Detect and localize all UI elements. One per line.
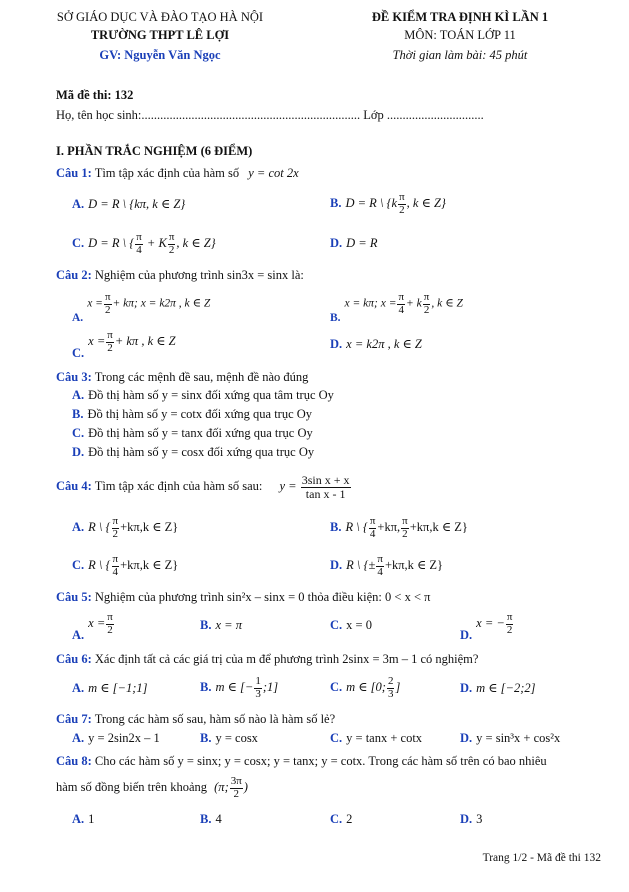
q3-option-a[interactable]: [72, 388, 334, 403]
option-text: x = π: [215, 618, 242, 632]
option-text: D = R: [346, 236, 378, 250]
q5-option-b[interactable]: [200, 618, 242, 633]
q2-option-d[interactable]: [330, 336, 422, 352]
option-text: 4: [215, 812, 222, 826]
option-text: Đồ thị hàm số y = tanx đối xứng qua trục Oy: [88, 426, 313, 440]
q7-option-d[interactable]: [460, 731, 560, 746]
question-8-line-2: hàm số đồng biến trên khoảng (π; $\frac{3\pi}{2}$ ): [56, 775, 248, 800]
q5-option-c[interactable]: [330, 618, 372, 633]
option-text: D = R \ {: [88, 235, 135, 250]
option-text: 2: [346, 812, 353, 826]
option-text: + k: [406, 297, 422, 310]
option-letter: C.: [72, 426, 85, 440]
page-footer: Trang 1/2 - Mã đề thi 132: [482, 852, 601, 864]
q7-option-b[interactable]: [200, 731, 258, 746]
q8-option-d[interactable]: [460, 812, 482, 827]
option-letter: A.: [72, 812, 85, 826]
option-text: , k ∈ Z}: [406, 195, 446, 210]
option-text: y = 2sin2x – 1: [88, 731, 160, 745]
option-text: m ∈ [0;: [346, 679, 386, 694]
formula-numerator: 3sin x + x: [301, 473, 350, 487]
question-6: [56, 652, 478, 667]
option-text: +kπ,k ∈ Z}: [384, 557, 444, 572]
formula-denominator: tan x - 1: [305, 486, 346, 501]
question-text: hàm số đồng biến trên khoảng: [56, 779, 208, 794]
option-text: ]: [395, 679, 401, 694]
q3-option-c[interactable]: [72, 426, 313, 441]
option-text: + kπ , k ∈ Z: [114, 333, 176, 348]
teacher-name: GV: Nguyễn Văn Ngọc: [99, 48, 221, 62]
option-letter: C.: [72, 557, 85, 572]
option-text: +kπ,k ∈ Z}: [120, 557, 179, 572]
question-text: Nghiệm của phương trình sin3x = sinx là:: [94, 268, 304, 282]
option-text: Đồ thị hàm số y = cosx đối xứng qua trục Oy: [88, 445, 315, 459]
interval-formula: (π;: [214, 779, 229, 794]
q3-option-d[interactable]: [72, 445, 314, 460]
option-letter: B.: [330, 311, 341, 324]
option-text: m ∈ [−1;1]: [88, 681, 148, 695]
q1-option-c[interactable]: C. D = R \ { $\frac{\pi}{4}$ + K $\frac{\pi}{2}$ , k ∈ Z}: [72, 231, 216, 256]
q4-option-b[interactable]: B. R \ { $\frac{\pi}{4}$ +kπ, $\frac{\pi}{2}$ +kπ,k ∈ Z}: [330, 515, 468, 540]
q1-option-a[interactable]: [72, 196, 185, 212]
option-letter: C.: [72, 345, 85, 360]
q5-option-d[interactable]: D.x = − $\frac{\pi}{2}$: [460, 611, 513, 642]
option-letter: A.: [72, 731, 85, 745]
option-letter: D.: [330, 236, 343, 250]
option-text: x = kπ; x =: [344, 297, 397, 310]
q2-option-c[interactable]: C.x = $\frac{\pi}{2}$ + kπ , k ∈ Z: [72, 329, 176, 360]
option-text: y = tanx + cotx: [346, 731, 423, 745]
q6-option-a[interactable]: [72, 680, 148, 696]
option-text: x =: [88, 615, 106, 630]
option-letter: A.: [72, 627, 85, 642]
question-label: Câu 3:: [56, 370, 92, 384]
q1-option-d[interactable]: [330, 236, 378, 251]
question-formula: y = cot 2x: [248, 166, 299, 180]
option-letter: D.: [460, 812, 473, 826]
question-text: Trong các hàm số sau, hàm số nào là hàm số lẻ?: [94, 712, 336, 726]
question-8: [56, 754, 547, 769]
q4-option-a[interactable]: A. R \ { $\frac{\pi}{2}$ +kπ,k ∈ Z}: [72, 515, 179, 540]
q6-option-b[interactable]: B. m ∈ [− $\frac{1}{3}$ ;1]: [200, 675, 279, 700]
option-letter: B.: [330, 195, 342, 210]
question-label: Câu 7:: [56, 712, 92, 726]
exam-title: ĐỀ KIỂM TRA ĐỊNH KÌ LẦN 1: [371, 10, 549, 24]
option-letter: A.: [72, 311, 84, 324]
q7-option-c[interactable]: [330, 731, 422, 746]
question-label: Câu 5:: [56, 590, 92, 604]
option-text: m ∈ [−2;2]: [476, 681, 536, 695]
option-text: +kπ,k ∈ Z}: [409, 519, 468, 534]
q1-option-b[interactable]: B. D = R \ {k $\frac{\pi}{2}$ , k ∈ Z}: [330, 191, 446, 216]
option-letter: A.: [72, 388, 85, 402]
option-text: , k ∈ Z: [431, 297, 463, 310]
option-letter: A.: [72, 197, 85, 211]
option-text: , k ∈ Z}: [176, 235, 216, 250]
option-text: +kπ,: [377, 519, 401, 534]
question-1: [56, 166, 299, 181]
option-text: D = R \ {kπ, k ∈ Z}: [88, 197, 186, 211]
question-label: Câu 6:: [56, 652, 92, 666]
option-letter: D.: [460, 731, 473, 745]
question-text: Cho các hàm số y = sinx; y = cosx; y = tanx; y = cotx. Trong các hàm số trên có bao nhiêu: [94, 754, 547, 768]
question-text: Xác định tất cả các giá trị của m để phương trình 2sinx = 3m – 1 có nghiệm?: [94, 652, 479, 666]
q8-option-a[interactable]: [72, 812, 94, 827]
option-letter: A.: [72, 519, 85, 534]
option-text: x = −: [476, 615, 505, 630]
option-text: m ∈ [−: [215, 679, 254, 694]
option-text: R \ {: [88, 557, 111, 572]
question-4: [56, 474, 352, 500]
student-info-line: Họ, tên học sinh:...................................................................... Lớp ...............................: [56, 108, 484, 122]
option-text: + K: [143, 235, 167, 250]
option-text: Đồ thị hàm số y = sinx đối xứng qua tâm trục Oy: [88, 388, 334, 402]
question-formula: y =: [279, 478, 297, 493]
option-text: R \ {: [88, 519, 111, 534]
option-letter: B.: [200, 812, 212, 826]
option-text: Đồ thị hàm số y = cotx đối xứng qua trục Oy: [87, 407, 313, 421]
q4-option-d[interactable]: D. R \ {± $\frac{\pi}{4}$ +kπ,k ∈ Z}: [330, 553, 444, 578]
school-name: TRƯỜNG THPT LÊ LỢI: [90, 28, 230, 42]
question-7: [56, 712, 335, 727]
interval-formula: ): [243, 779, 248, 794]
option-letter: D.: [460, 681, 473, 695]
option-letter: C.: [330, 812, 343, 826]
option-letter: B.: [200, 679, 212, 694]
option-text: x = k2π , k ∈ Z: [346, 337, 422, 351]
option-letter: B.: [330, 519, 342, 534]
option-text: R \ {±: [346, 557, 376, 572]
exam-code: Mã đề thi: 132: [56, 88, 134, 102]
option-text: x =: [87, 297, 103, 310]
department-name: SỞ GIÁO DỤC VÀ ĐÀO TẠO HÀ NỘI: [56, 10, 264, 24]
q6-option-c[interactable]: C. m ∈ [0; $\frac{2}{3}$ ]: [330, 675, 401, 700]
option-letter: B.: [72, 407, 84, 421]
option-letter: C.: [72, 235, 85, 250]
option-text: R \ {: [345, 519, 368, 534]
q6-option-d[interactable]: [460, 680, 536, 696]
option-text: ;1]: [262, 679, 279, 694]
q5-option-a[interactable]: A.x = $\frac{\pi}{2}$: [72, 611, 113, 642]
q2-option-b[interactable]: B.x = kπ; x = $\frac{\pi}{4}$ + k $\frac{\pi}{2}$ , k ∈ Z: [330, 291, 463, 324]
question-text: Nghiệm của phương trình sin²x – sinx = 0 thỏa điều kiện: 0 < x < π: [94, 590, 431, 604]
q7-option-a[interactable]: [72, 731, 160, 746]
option-letter: D.: [330, 337, 343, 351]
option-letter: C.: [330, 731, 343, 745]
option-text: +kπ,k ∈ Z}: [120, 519, 179, 534]
option-letter: C.: [330, 679, 343, 694]
option-text: D = R \ {k: [345, 195, 398, 210]
question-label: Câu 2:: [56, 268, 92, 282]
question-label: Câu 8:: [56, 754, 92, 768]
time-label: Thời gian làm bài: 45 phút: [392, 48, 528, 62]
option-letter: A.: [72, 681, 85, 695]
question-label: Câu 4:: [56, 478, 92, 493]
option-text: y = sin³x + cos²x: [476, 731, 561, 745]
question-3: [56, 370, 308, 385]
q2-option-a[interactable]: A.x = $\frac{\pi}{2}$ + kπ; x = k2π , k ∈ Z: [72, 291, 211, 324]
question-5: [56, 590, 430, 605]
option-letter: D.: [330, 557, 343, 572]
question-2: [56, 268, 304, 283]
subject-label: MÔN: TOÁN LỚP 11: [404, 28, 516, 42]
option-letter: D.: [72, 445, 85, 459]
option-letter: C.: [330, 618, 343, 632]
section-title: I. PHẦN TRẮC NGHIỆM (6 ĐIỂM): [56, 144, 253, 158]
q8-option-b[interactable]: [200, 812, 222, 827]
option-text: 1: [88, 812, 95, 826]
option-text: + kπ; x = k2π , k ∈ Z: [112, 297, 211, 310]
option-text: x =: [88, 333, 106, 348]
question-text: Tìm tập xác định của hàm số: [94, 166, 240, 180]
option-text: x = 0: [346, 618, 372, 632]
question-text: Trong các mệnh đề sau, mệnh đề nào đúng: [94, 370, 309, 384]
option-letter: B.: [200, 731, 212, 745]
option-letter: B.: [200, 618, 212, 632]
question-label: Câu 1:: [56, 166, 92, 180]
question-text: Tìm tập xác định của hàm số sau:: [94, 478, 263, 493]
q4-option-c[interactable]: C. R \ { $\frac{\pi}{4}$ +kπ,k ∈ Z}: [72, 553, 179, 578]
option-letter: D.: [460, 627, 473, 642]
q3-option-b[interactable]: [72, 407, 312, 422]
q8-option-c[interactable]: [330, 812, 352, 827]
option-text: 3: [476, 812, 483, 826]
option-text: y = cosx: [215, 731, 258, 745]
